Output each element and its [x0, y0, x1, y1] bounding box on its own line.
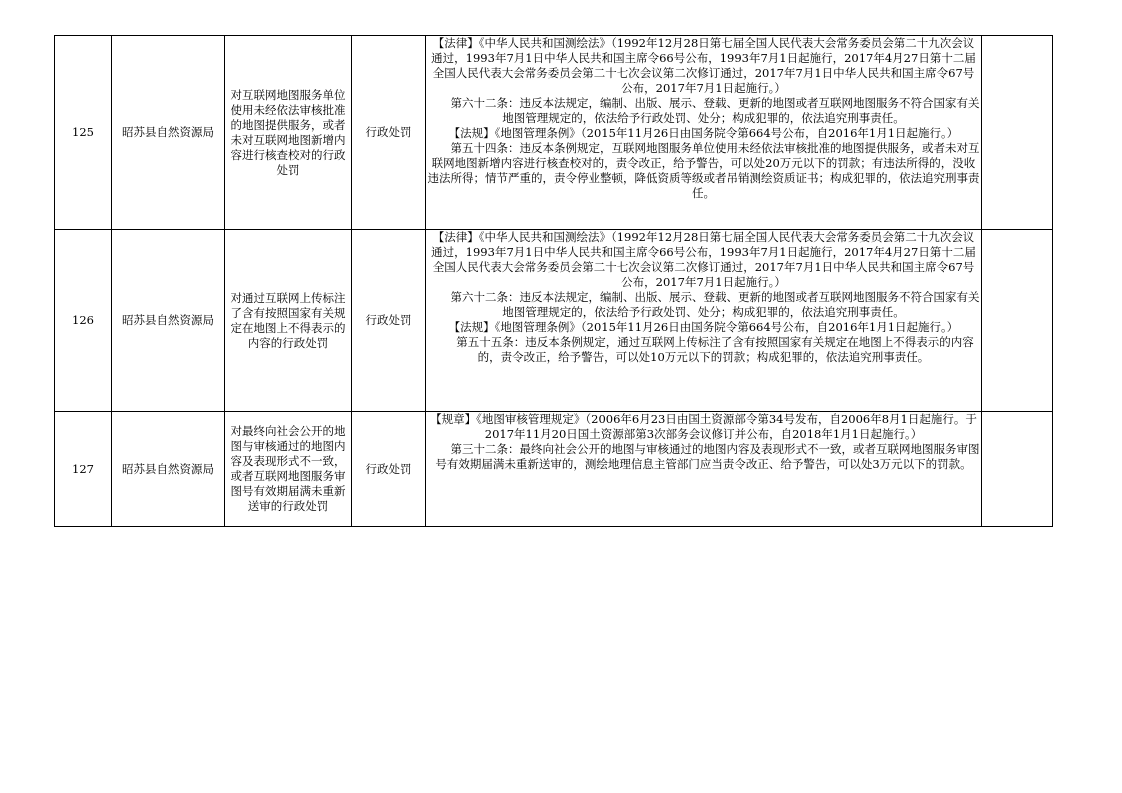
basis-paragraph: 【法规】《地图管理条例》（2015年11月26日由国务院令第664号公布，自2016年1月1日起施行。） — [448, 126, 959, 140]
penalty-type: 行政处罚 — [365, 461, 412, 476]
basis-paragraph: 第五十五条：违反本条例规定，通过互联网上传标注了含有按照国家有关规定在地图上不得表示的内容的，责令改正，给予警告，可以处10万元以下的罚款；构成犯罪的，依法追究刑事责任。 — [456, 335, 974, 364]
remarks-cell — [982, 230, 1053, 412]
row-index: 127 — [72, 461, 94, 476]
department-name: 昭苏县自然资源局 — [122, 125, 214, 139]
basis-paragraph: 【法律】《中华人民共和国测绘法》（1992年12月28日第七届全国人民代表大会常务委员会第二十九次会议通过，1993年7月1日中华人民共和国主席令66号公布，1993年7月1日起施行，2017年4月27日第十二届全国人民代表大会常务委员会第二十七次会议第二次修订通过，2017年7月1日中华人民共和国主席令67号公布，2017年7月1日起施行。） — [431, 230, 976, 289]
type-cell — [352, 36, 426, 230]
row-index: 125 — [72, 125, 94, 139]
item-cell — [225, 412, 352, 527]
basis-paragraph: 【规章】《地图审核管理规定》（2006年6月23日由国土资源部令第34号发布，自2006年8月1日起施行。于2017年11月20日国土资源部第3次部务会议修订并公布，自2018年1月1日起施行。） — [430, 412, 977, 441]
row-index-cell — [55, 412, 112, 527]
penalty-table — [54, 35, 1053, 527]
department-name: 昭苏县自然资源局 — [122, 313, 214, 327]
item-name: 对通过互联网上传标注了含有按照国家有关规定在地图上不得表示的内容的行政处罚 — [230, 290, 346, 350]
remarks-cell — [982, 412, 1053, 527]
legal-basis — [426, 230, 981, 411]
legal-basis-cell — [426, 230, 982, 412]
item-name: 对互联网地图服务单位使用未经依法审核批准的地图提供服务，或者未对互联网地图新增内容进行核查校对的行政处罚 — [230, 87, 346, 177]
item-cell — [225, 36, 352, 230]
table-row — [55, 36, 1053, 230]
table-row — [55, 412, 1053, 527]
basis-paragraph: 第六十二条：违反本法规定，编制、出版、展示、登载、更新的地图或者互联网地图服务不符合国家有关地图管理规定的，依法给予行政处罚、处分；构成犯罪的，依法追究刑事责任。 — [450, 290, 980, 319]
item-cell — [225, 230, 352, 412]
legal-basis — [426, 36, 981, 229]
remarks-cell — [982, 36, 1053, 230]
table-row — [55, 230, 1053, 412]
basis-paragraph: 【法律】《中华人民共和国测绘法》（1992年12月28日第七届全国人民代表大会常务委员会第二十九次会议通过，1993年7月1日中华人民共和国主席令66号公布，1993年7月1日起施行，2017年4月27日第十二届全国人民代表大会常务委员会第二十七次会议第二次修订通过，2017年7月1日中华人民共和国主席令67号公布，2017年7月1日起施行。） — [431, 36, 976, 95]
department-cell — [112, 36, 225, 230]
legal-basis — [426, 412, 981, 526]
department-cell — [112, 230, 225, 412]
row-index-cell — [55, 36, 112, 230]
basis-paragraph: 第五十四条：违反本条例规定，互联网地图服务单位使用未经依法审核批准的地图提供服务，或者未对互联网地图新增内容进行核查校对的，责令改正，给予警告，可以处20万元以下的罚款；有违法所得的，没收违法所得；情节严重的，责令停业整顿，降低资质等级或者吊销测绘资质证书；构成犯罪的，依法追究刑事责任。 — [427, 141, 980, 200]
type-cell — [352, 412, 426, 527]
basis-paragraph: 第六十二条：违反本法规定，编制、出版、展示、登载、更新的地图或者互联网地图服务不符合国家有关地图管理规定的，依法给予行政处罚、处分；构成犯罪的，依法追究刑事责任。 — [450, 96, 980, 125]
penalty-type: 行政处罚 — [365, 313, 412, 327]
department-name: 昭苏县自然资源局 — [122, 461, 214, 476]
type-cell — [352, 230, 426, 412]
item-name: 对最终向社会公开的地图与审核通过的地图内容及表现形式不一致，或者互联网地图服务审图号有效期届满未重新送审的行政处罚 — [230, 424, 346, 513]
penalty-type: 行政处罚 — [365, 125, 412, 139]
legal-basis-cell — [426, 36, 982, 230]
department-cell — [112, 412, 225, 527]
basis-paragraph: 第三十二条：最终向社会公开的地图与审核通过的地图内容及表现形式不一致，或者互联网地图服务审图号有效期届满未重新送审的，测绘地理信息主管部门应当责令改正、给予警告，可以处3万元以下的罚款。 — [435, 442, 980, 471]
basis-paragraph: 【法规】《地图管理条例》（2015年11月26日由国务院令第664号公布，自2016年1月1日起施行。） — [448, 320, 959, 334]
legal-basis-cell — [426, 412, 982, 527]
row-index: 126 — [72, 313, 94, 327]
row-index-cell — [55, 230, 112, 412]
